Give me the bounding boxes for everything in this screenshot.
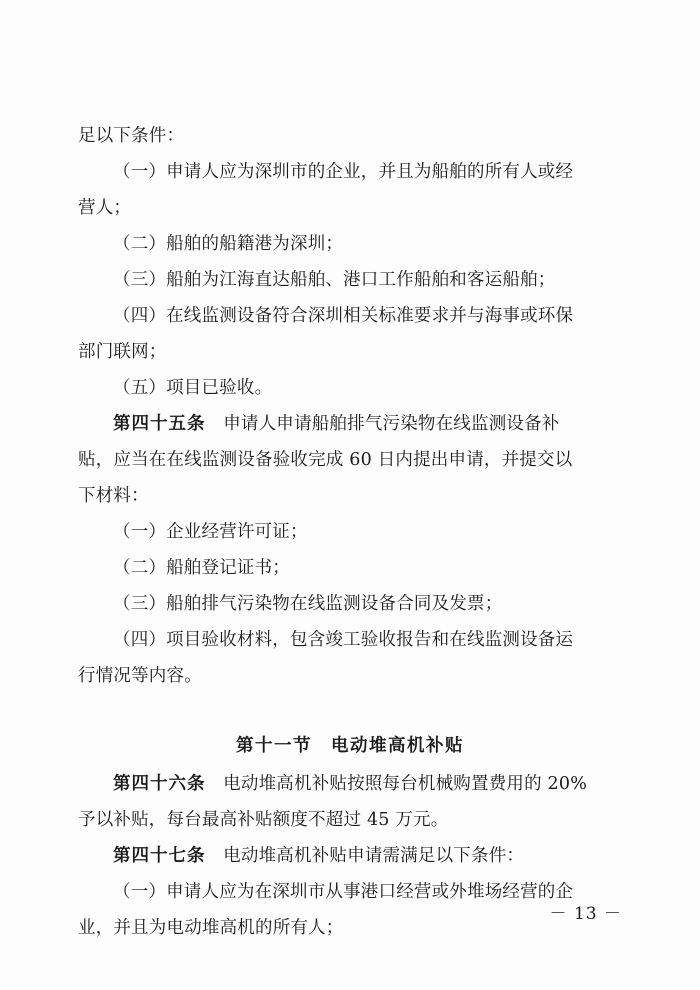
list-item: （一）申请人应为在深圳市从事港口经营或外堆场经营的企 (113, 882, 574, 902)
article-label: 第四十七条 (113, 846, 206, 866)
list-item: （二）船舶的船籍港为深圳； (113, 234, 344, 254)
list-item: （三）船舶排气污染物在线监测设备合同及发票； (113, 594, 503, 614)
text-line: 营人； (78, 198, 132, 218)
list-item: （四）在线监测设备符合深圳相关标准要求并与海事或环保 (113, 306, 574, 326)
document-body (78, 118, 622, 946)
article-text: 电动堆高机补贴按照每台机械购置费用的 20% (205, 774, 588, 794)
article-text: 申请人申请船舶排气污染物在线监测设备补 (205, 414, 560, 434)
article-paragraph (78, 766, 622, 802)
text-line: 行情况等内容。 (78, 666, 202, 686)
text-line: 部门联网； (78, 342, 167, 362)
article-label: 第四十六条 (113, 774, 206, 794)
list-item: （一）企业经营许可证； (113, 522, 308, 542)
text-line: 足以下条件： (78, 126, 185, 146)
article-paragraph (78, 406, 622, 442)
article-text: 电动堆高机补贴申请需满足以下条件： (205, 846, 525, 866)
article-label: 第四十五条 (113, 414, 206, 434)
list-item: （二）船舶登记证书； (113, 558, 290, 578)
page-number: － 13 － (549, 904, 622, 924)
text-line: 予以补贴，每台最高补贴额度不超过 45 万元。 (78, 810, 449, 830)
list-item: （一）申请人应为深圳市的企业，并且为船舶的所有人或经 (113, 162, 574, 182)
list-item: （四）项目验收材料，包含竣工验收报告和在线监测设备运 (113, 630, 574, 650)
list-item: （三）船舶为江海直达船舶、港口工作船舶和客运船舶； (113, 270, 556, 290)
text-line: 业，并且为电动堆高机的所有人； (78, 918, 344, 938)
section-heading: 第十一节 电动堆高机补贴 (236, 736, 464, 756)
text-line: 贴，应当在在线监测设备验收完成 60 日内提出申请，并提交以 (78, 450, 573, 470)
article-paragraph (78, 838, 622, 874)
text-line: 下材料： (78, 486, 149, 506)
list-item: （五）项目已验收。 (113, 378, 273, 398)
